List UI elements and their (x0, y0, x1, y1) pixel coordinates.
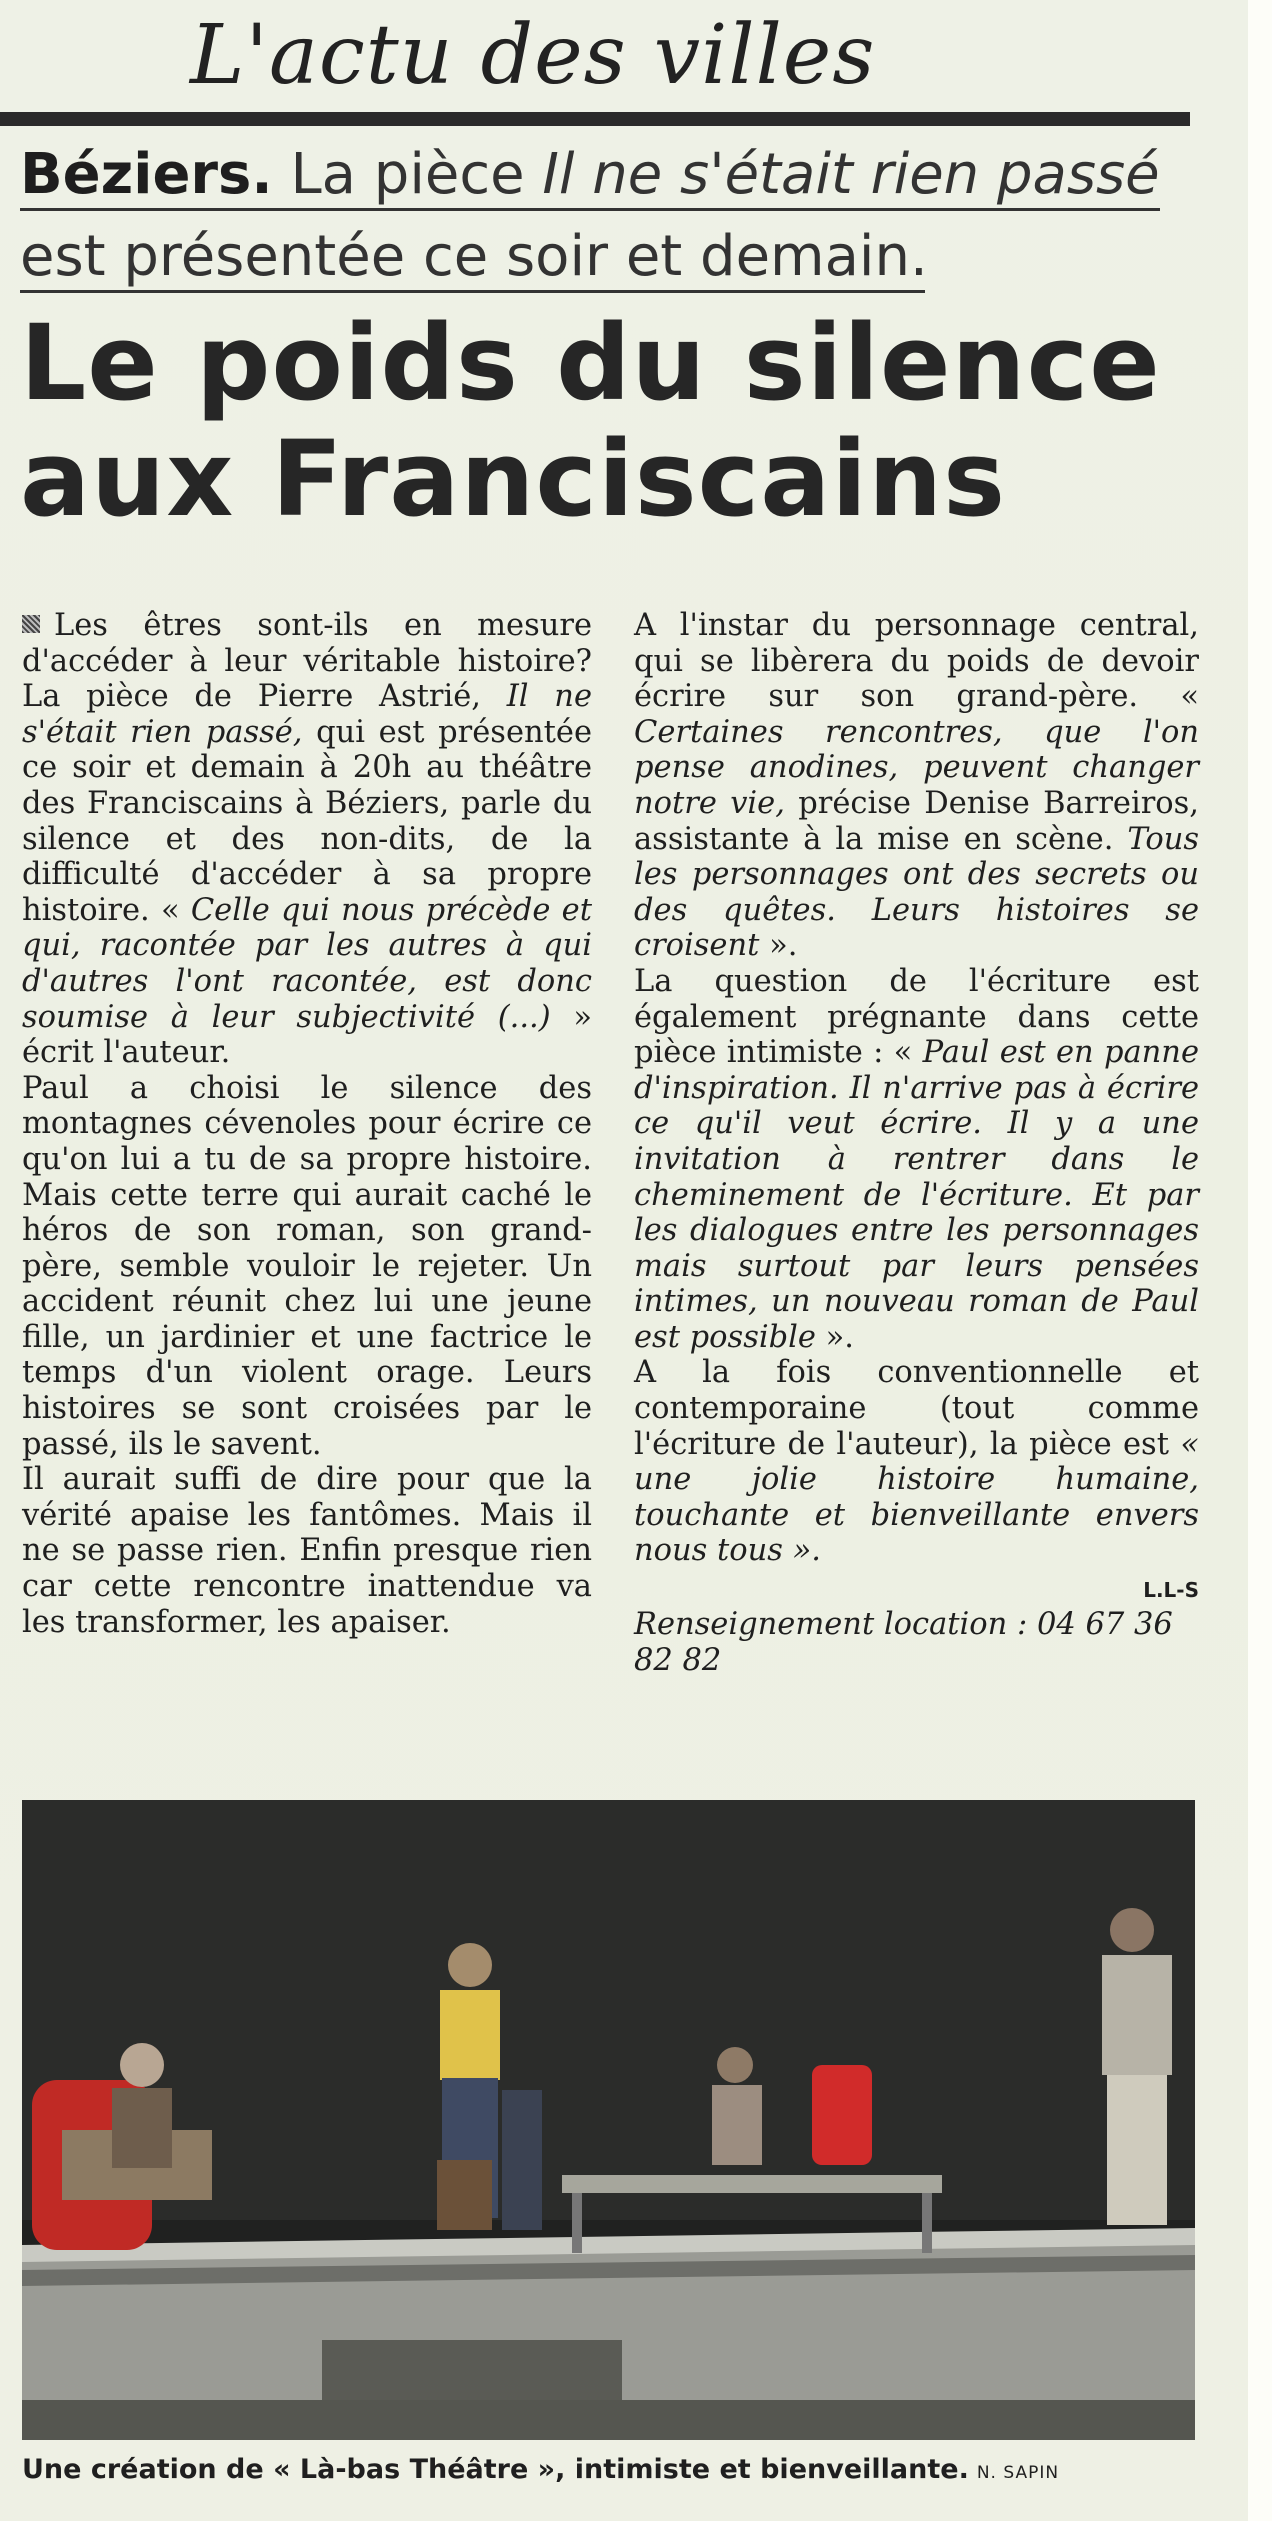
closing-quote: « une jolie histoire humaine, touchante et bienveillante envers nous tous ». (634, 1426, 1199, 1569)
scan-edge (1248, 0, 1272, 2521)
section-title: L'actu des villes (190, 8, 876, 103)
deck-lead: La pièce (290, 142, 525, 207)
deck-underline-2 (20, 290, 925, 293)
author-quote: Celle qui nous précède et qui, racontée par les autres à qui d'autres l'ont racontée, est donc soumise à leur subjectivité (...) (22, 892, 592, 1035)
author-signature: L.L-S (1143, 1578, 1199, 1603)
stage-photo (22, 1800, 1195, 2440)
play-title: Il ne s'était rien passé, (22, 679, 592, 750)
paragraph-1: Les êtres sont-ils en mesure d'accéder à leur véritable histoire? La pièce de Pierre Astrié, Il ne s'était rien passé, qui est présentée ce soir et demain à 20h au théâtre des Franciscains à Béziers, parle du silence et des non-dits, de la difficulté d'accéder à sa propre histoire. « Celle qui nous précède et qui, racontée par les autres à qui d'autres l'ont racontée, est donc soumise à leur subjectivité (...) » écrit l'auteur. (22, 608, 592, 1071)
photo-caption (22, 2448, 1202, 2495)
article-column-left (22, 608, 592, 1640)
deck-play-title: Il ne s'était rien passé (542, 142, 1160, 207)
article-column-right (634, 608, 1199, 1678)
section-rule (0, 112, 1190, 126)
headline-line-1: Le poids du silence (20, 302, 1161, 424)
stage-scene-illustration (22, 1800, 1195, 2440)
assistant-quote-1: Certaines rencontres, que l'on pense anodines, peuvent changer notre vie, (634, 714, 1199, 821)
writing-quote: Paul est en panne d'inspiration. Il n'arrive pas à écrire ce qu'il veut écrire. Il y a une invitation à rentrer dans le cheminement de l'écriture. Et par les dialogues entre les personnages mais surtout par leurs pensées intimes, un nouveau roman de Paul est possible (634, 1035, 1199, 1355)
deck-city: Béziers. (20, 142, 273, 207)
paragraph-6: A la fois conventionnelle et contemporaine (tout comme l'écriture de l'auteur), la pièce est « une jolie histoire humaine, touchante et bienveillante envers nous tous ». (634, 1355, 1199, 1569)
paragraph-2: Paul a choisi le silence des montagnes cévenoles pour écrire ce qu'on lui a tu de sa propre histoire. Mais cette terre qui aurait caché le héros de son roman, son grand-père, semble vouloir le rejeter. Un accident réunit chez lui une jeune fille, un jardinier et une factrice le temps d'un violent orage. Leurs histoires se sont croisées par le passé, ils le savent. (22, 1070, 592, 1462)
headline (20, 302, 1220, 540)
headline-line-2: aux Franciscains (20, 418, 1007, 540)
booking-info: Renseignement location : 04 67 36 82 82 (634, 1607, 1173, 1678)
deck-line-2: est présentée ce soir et demain. (20, 224, 928, 289)
photo-credit: N. SAPIN (976, 2463, 1060, 2483)
paragraph-4: A l'instar du personnage central, qui se libèrera du poids de devoir écrire sur son grand-père. « Certaines rencontres, que l'on pense anodines, peuvent changer notre vie, précise Denise Barreiros, assistante à la mise en scène. Tous les personnages ont des secrets ou des quêtes. Leurs histoires se croisent ». (634, 608, 1199, 964)
paragraph-3: Il aurait suffi de dire pour que la vérité apaise les fantômes. Mais il ne se passe rien. Enfin presque rien car cette rencontre inattendue va les transformer, les apaiser. (22, 1462, 592, 1640)
paragraph-5: La question de l'écriture est également prégnante dans cette pièce intimiste : « Paul est en panne d'inspiration. Il n'arrive pas à écrire ce qu'il veut écrire. Il y a une invitation à rentrer dans le cheminement de l'écriture. Et par les dialogues entre les personnages mais surtout par leurs pensées intimes, un nouveau roman de Paul est possible ». (634, 963, 1199, 1355)
assistant-quote-2: Tous les personnages ont des secrets ou des quêtes. Leurs histoires se croisent (634, 821, 1199, 964)
deck-line-1 (20, 142, 1180, 208)
caption-text: Une création de « Là-bas Théâtre », intimiste et bienveillante. (22, 2454, 969, 2485)
bullet-square-icon (22, 615, 40, 633)
deck-underline-1 (20, 208, 1160, 211)
